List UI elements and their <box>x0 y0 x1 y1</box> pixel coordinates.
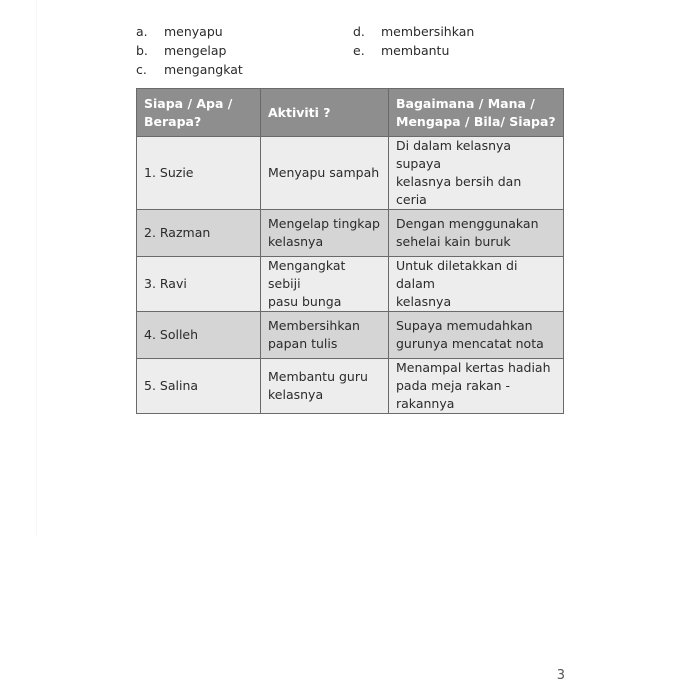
cell-line: sehelai kain buruk <box>396 234 511 249</box>
page-number: 3 <box>556 668 565 683</box>
table-header-row <box>137 89 564 137</box>
option-letter: c. <box>136 62 147 77</box>
option-word: menyapu <box>164 24 223 39</box>
cell-who: 1. Suzie <box>137 137 261 210</box>
option-b <box>136 43 226 58</box>
option-word: membantu <box>381 43 450 58</box>
header-who <box>137 89 261 137</box>
cell-detail <box>389 210 564 257</box>
cell-line: gurunya mencatat nota <box>396 336 544 351</box>
cell-line: Di dalam kelasnya supaya <box>396 138 512 171</box>
option-letter: e. <box>353 43 365 58</box>
option-word: mengangkat <box>164 62 243 77</box>
cell-line: pasu bunga <box>268 294 342 309</box>
header-line: Bagaimana / Mana / <box>396 95 535 111</box>
cell-detail <box>389 312 564 359</box>
option-letter: d. <box>353 24 365 39</box>
option-letter: a. <box>136 24 148 39</box>
cell-line: Membantu guru <box>268 369 368 384</box>
cell-activity <box>261 257 389 312</box>
option-d <box>353 24 474 39</box>
header-line: Siapa / Apa / <box>144 95 233 111</box>
cell-who: 2. Razman <box>137 210 261 257</box>
cell-line: papan tulis <box>268 336 338 351</box>
cell-line: kelasnya <box>268 234 324 249</box>
table-row <box>137 257 564 312</box>
page-edge <box>36 0 37 535</box>
cell-detail <box>389 359 564 414</box>
cell-line: Menyapu sampah <box>268 165 380 180</box>
header-line: Berapa? <box>144 113 202 129</box>
table-row <box>137 312 564 359</box>
cell-detail <box>389 257 564 312</box>
cell-line: kelasnya bersih dan ceria <box>396 174 522 207</box>
cell-detail <box>389 137 564 210</box>
option-a <box>136 24 223 39</box>
table-row <box>137 210 564 257</box>
cell-line: Dengan menggunakan <box>396 216 539 231</box>
cell-who: 5. Salina <box>137 359 261 414</box>
cell-who: 3. Ravi <box>137 257 261 312</box>
option-word: mengelap <box>164 43 227 58</box>
cell-activity <box>261 137 389 210</box>
cell-line: kelasnya <box>396 294 452 309</box>
cell-line: kelasnya <box>268 387 324 402</box>
header-line: Mengapa / Bila/ Siapa? <box>396 113 556 129</box>
table-row <box>137 137 564 210</box>
cell-who: 4. Solleh <box>137 312 261 359</box>
cell-line: rakannya <box>396 396 455 411</box>
header-activity <box>261 89 389 137</box>
header-detail <box>389 89 564 137</box>
word-options <box>136 24 566 84</box>
table-row <box>137 359 564 414</box>
cell-line: Supaya memudahkan <box>396 318 533 333</box>
cell-line: Membersihkan <box>268 318 360 333</box>
option-letter: b. <box>136 43 148 58</box>
activity-table <box>136 88 564 414</box>
cell-activity <box>261 312 389 359</box>
cell-activity <box>261 359 389 414</box>
option-c <box>136 62 243 77</box>
cell-line: pada meja rakan - <box>396 378 511 393</box>
cell-line: Menampal kertas hadiah <box>396 360 551 375</box>
cell-line: Untuk diletakkan di dalam <box>396 258 518 291</box>
option-e <box>353 43 449 58</box>
header-line: Aktiviti ? <box>268 104 331 120</box>
cell-activity <box>261 210 389 257</box>
option-word: membersihkan <box>381 24 475 39</box>
cell-line: Mengelap tingkap <box>268 216 380 231</box>
cell-line: Mengangkat sebiji <box>268 258 346 291</box>
